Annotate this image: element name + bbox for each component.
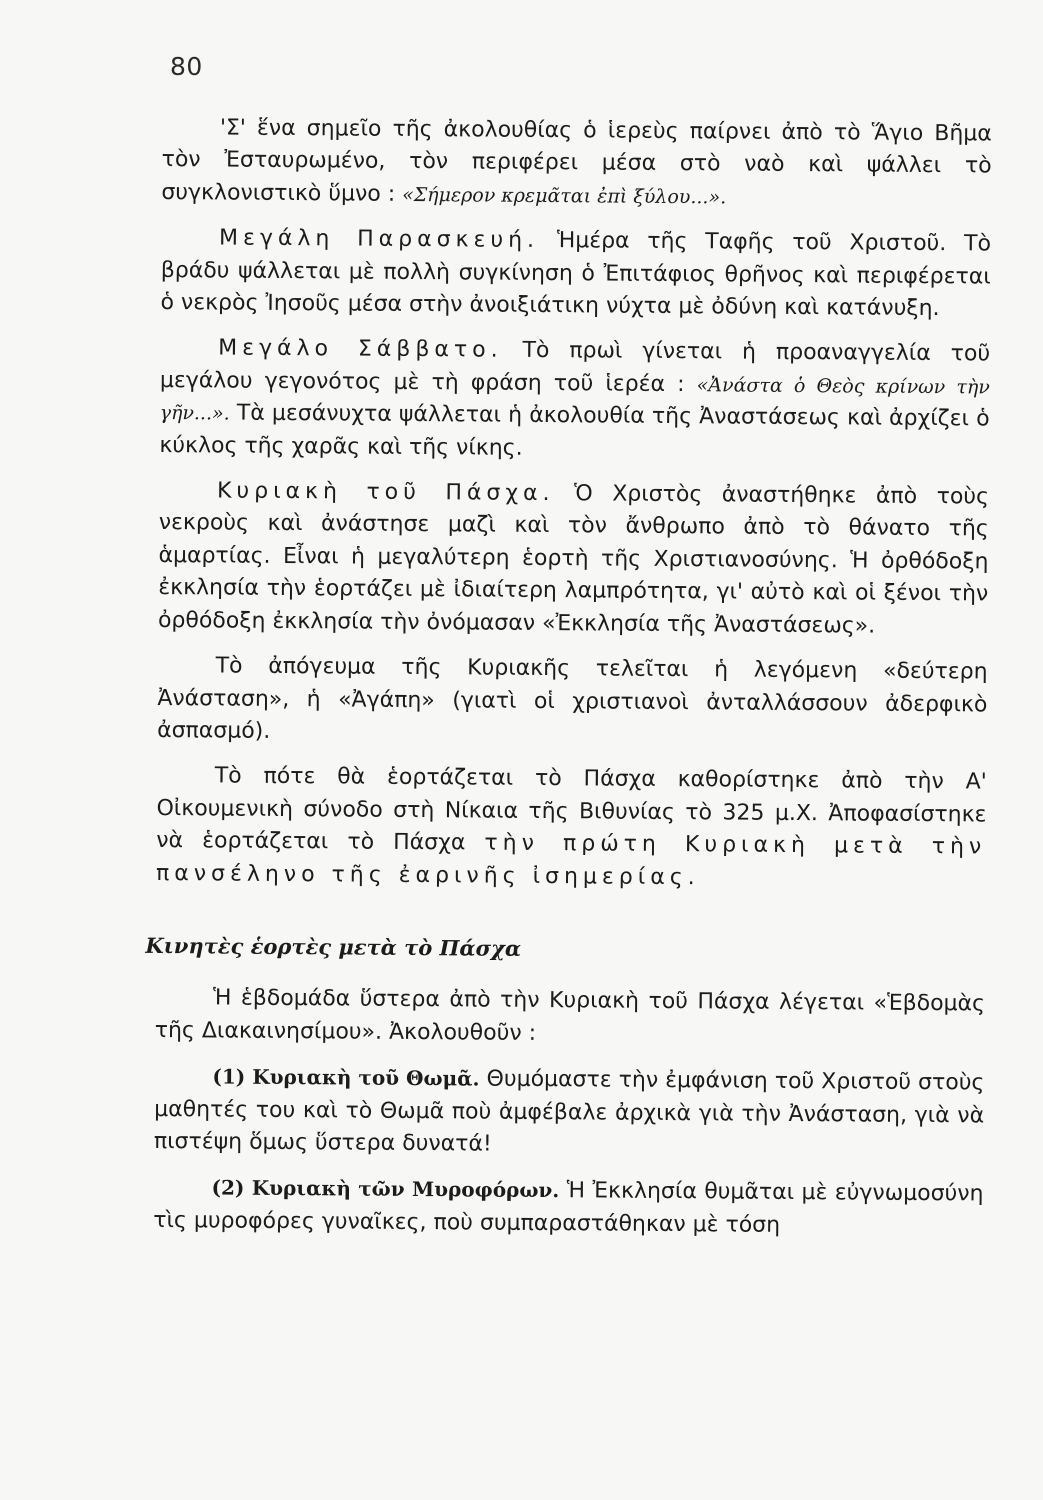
priest-quote: «Ἀνάστα ὁ Θεὸς κρίνων τὴν γῆν...».: [159, 374, 990, 425]
paragraph-lead: Μεγάλο Σάββατο.: [218, 335, 503, 364]
paragraph-holy-saturday: Μεγάλο Σάββατο. Τὸ πρωὶ γίνεται ἡ προαναγγελία τοῦ μεγάλου γεγονότος μὲ τὴ φράση τοῦ ἱερέα : «Ἀνάστα ὁ Θεὸς κρίνων τὴν γῆν...». Τὰ μεσάνυχτα ψάλλεται ἡ ἀκολουθία τῆς Ἀναστάσεως καὶ ἀρχίζει ὁ κύκλος τῆς χαρᾶς καὶ τῆς νίκης.: [159, 335, 991, 461]
section-heading: Κινητὲς ἑορτὲς μετὰ τὸ Πάσχα: [145, 932, 522, 961]
paragraph-thomas-sunday: (1) Κυριακὴ τοῦ Θωμᾶ. Θυμόμαστε τὴν ἐμφάνιση τοῦ Χριστοῦ στοὺς μαθητές του καὶ τὸ Θωμᾶ ποὺ ἀμφέβαλε ἀρχικὰ γιὰ τὴν Ἀνάσταση, γιὰ νὰ πιστέψη ὅμως ὕστερα δυνατά!: [153, 1064, 985, 1157]
paragraph-agape: Τὸ ἀπόγευμα τῆς Κυριακῆς τελεῖται ἡ λεγόμενη «δεύτερη Ἀνάσταση», ἡ «Ἀγάπη» (γιατὶ οἱ χριστιανοὶ ἀνταλλάσσουν ἀδερφικὸ ἀσπασμό).: [157, 653, 988, 744]
paragraph-bright-week: Ἡ ἑβδομάδα ὕστερα ἀπὸ τὴν Κυριακὴ τοῦ Πάσχα λέγεται «Ἑβδομὰς τῆς Διακαινησίμου». Ἀκολουθοῦν :: [154, 985, 986, 1046]
paragraph-lead: Κυριακὴ τοῦ Πάσχα.: [216, 478, 555, 507]
spaced-emphasis: τὴν πρώτη Κυριακὴ μετὰ τὴν πανσέληνο τῆς ἐαρινῆς ἰσημερίας.: [155, 830, 987, 890]
paragraph-myrrh-bearers: (2) Κυριακὴ τῶν Μυροφόρων. Ἡ Ἐκκλησία θυμᾶται μὲ εὐγνωμοσύνη τὶς μυροφόρες γυναῖκες, ποὺ συμπαραστάθηκαν μὲ τόση: [153, 1175, 984, 1238]
paragraph-lead: Μεγάλη Παρασκευή.: [218, 225, 540, 254]
paragraph-easter-date: Τὸ πότε θὰ ἑορτάζεται τὸ Πάσχα καθορίστηκε ἀπὸ τὴν Α' Οἰκουμενικὴ σύνοδο στὴ Νίκαια τῆς Βιθυνίας τὸ 325 μ.Χ. Ἀποφασίστηκε νὰ ἑορτάζεται τὸ Πάσχα τὴν πρώτη Κυριακὴ μετὰ τὴν πανσέληνο τῆς ἐαρινῆς ἰσημερίας.: [155, 763, 987, 890]
item-title: (1) Κυριακὴ τοῦ Θωμᾶ.: [212, 1064, 480, 1091]
paragraph-good-friday: Μεγάλη Παρασκευή. Ἡμέρα τῆς Ταφῆς τοῦ Χριστοῦ. Τὸ βράδυ ψάλλεται μὲ πολλὴ συγκίνηση ὁ Ἐπιτάφιος θρῆνος καὶ περιφέρεται ὁ νεκρὸς Ἰησοῦς μέσα στὴν ἀνοιξιάτικη νύχτα μὲ ὀδύνη καὶ κατάνυξη.: [160, 225, 992, 322]
paragraph-procession: 'Σ' ἕνα σημεῖο τῆς ἀκολουθίας ὁ ἱερεὺς παίρνει ἀπὸ τὸ Ἅγιο Βῆμα τὸν Ἐσταυρωμένο, τὸν περιφέρει μέσα στὸ ναὸ καὶ ψάλλει τὸ συγκλονιστικὸ ὕμνο : «Σήμερον κρεμᾶται ἐπὶ ξύλου...».: [161, 115, 992, 209]
item-title: (2) Κυριακὴ τῶν Μυροφόρων.: [211, 1175, 560, 1203]
hymn-quote: «Σήμερον κρεμᾶται ἐπὶ ξύλου...».: [402, 183, 727, 209]
paragraph-easter-sunday: Κυριακὴ τοῦ Πάσχα. Ὁ Χριστὸς ἀναστήθηκε ἀπὸ τοὺς νεκροὺς καὶ ἀνάστησε μαζὶ καὶ τὸν ἄνθρωπο ἀπὸ τὸ θάνατο τῆς ἁμαρτίας. Εἶναι ἡ μεγαλύτερη ἑορτὴ τῆς Χριστιανοσύνης. Ἡ ὀρθόδοξη ἐκκλησία τὴν ἑορτάζει μὲ ἰδιαίτερη λαμπρότητα, γι' αὐτὸ καὶ οἱ ξένοι τὴν ὀρθόδοξη ἐκκλησία τὴν ὀνόμασαν «Ἐκκλησία τῆς Ἀναστάσεως».: [157, 478, 990, 639]
page-number: 80: [170, 52, 203, 81]
page-body: [145, 112, 992, 1257]
